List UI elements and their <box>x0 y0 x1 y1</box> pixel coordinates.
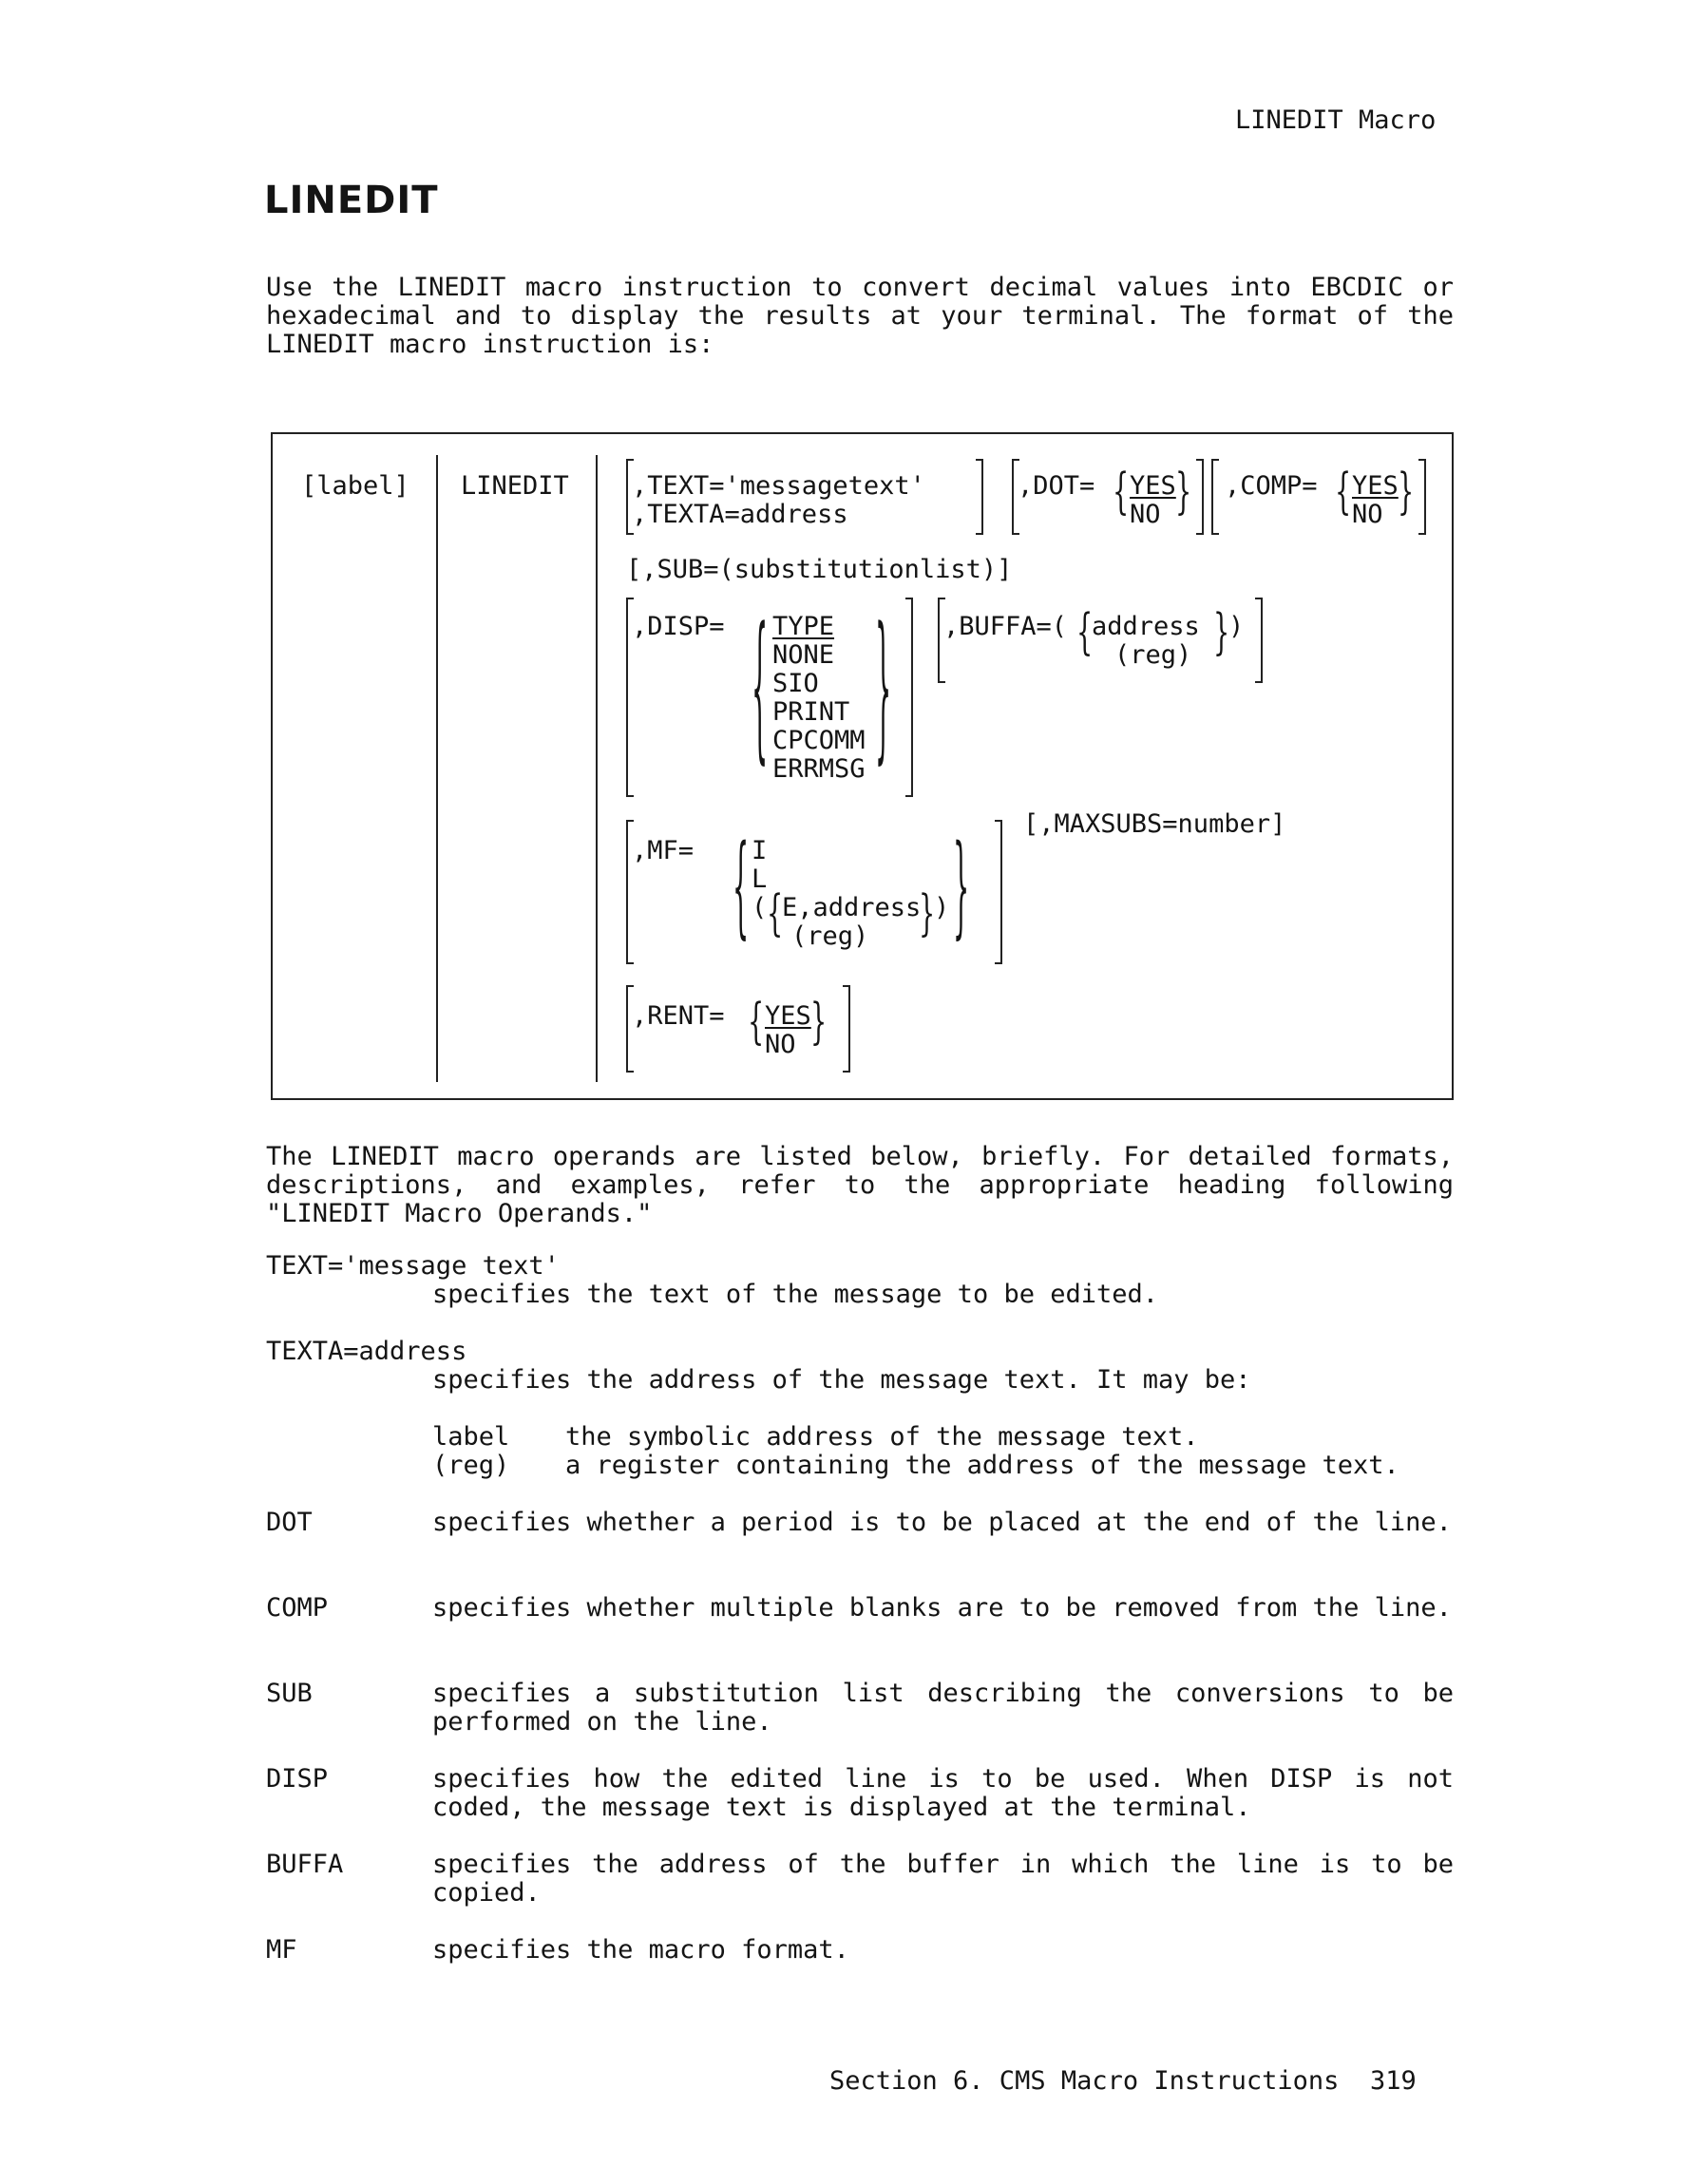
operand-description: specifies whether a period is to be placed at the end of the line. <box>432 1508 1452 1537</box>
mf-option-l: L <box>752 864 768 894</box>
syntax-rent-operand: ,RENT= <box>632 1001 725 1031</box>
default-yes: YES <box>1352 471 1399 501</box>
operand-name: DOT <box>266 1508 313 1537</box>
syntax-disp-operand: ,DISP= <box>632 612 725 641</box>
brace-right: } <box>953 825 970 952</box>
brace-left: { <box>1335 465 1352 521</box>
syntax-diagram <box>271 432 1454 1100</box>
operand-name: TEXT='message text' <box>266 1251 560 1281</box>
syntax-label: [label] <box>301 471 409 501</box>
optional-bracket-right <box>843 985 850 1073</box>
operand-description: specifies how the edited line is to be used. When DISP is not coded, the message text is displayed at the terminal. <box>432 1764 1454 1822</box>
operand-name: BUFFA <box>266 1850 344 1879</box>
buffa-reg: (reg) <box>1114 640 1192 670</box>
running-header: LINEDIT Macro <box>1235 105 1437 135</box>
mf-option-e: E,address <box>782 893 922 922</box>
syntax-comp-operand: ,COMP= <box>1225 471 1318 501</box>
brace-right: } <box>919 886 936 942</box>
intro-paragraph: Use the LINEDIT macro instruction to convert decimal values into EBCDIC or hexadecimal and to display the results at your terminal. The format of the LINEDIT macro instruction is: <box>266 273 1454 359</box>
optional-bracket-right <box>905 598 913 797</box>
optional-bracket-right <box>1255 598 1263 683</box>
disp-option: PRINT <box>772 697 850 727</box>
optional-bracket-left <box>1211 459 1219 535</box>
brace-right: } <box>1175 465 1192 521</box>
brace-left: { <box>767 886 784 942</box>
buffa-close: ) <box>1228 612 1245 641</box>
brace-left: { <box>733 825 750 952</box>
page-footer <box>829 2067 1417 2096</box>
operand-name: TEXTA=address <box>266 1337 467 1366</box>
syntax-dot-operand: ,DOT= <box>1018 471 1095 501</box>
operand-description: specifies whether multiple blanks are to be removed from the line. <box>432 1593 1452 1623</box>
syntax-buffa-operand: ,BUFFA=( <box>943 612 1068 641</box>
brace-right: } <box>1398 465 1415 521</box>
operand-description: specifies the text of the message to be edited. <box>432 1280 1159 1309</box>
brace-left: { <box>1113 465 1130 521</box>
syntax-mf-operand: ,MF= <box>632 836 695 865</box>
optional-bracket-right <box>1418 459 1426 535</box>
syntax-operation: LINEDIT <box>461 471 569 501</box>
optional-bracket-right <box>976 459 983 535</box>
operand-description: specifies the macro format. <box>432 1935 849 1965</box>
column-divider <box>436 455 438 1082</box>
disp-option: SIO <box>772 669 819 698</box>
default-yes: YES <box>765 1001 811 1031</box>
mf-close: ) <box>934 893 950 922</box>
brace-left: { <box>752 598 769 782</box>
brace-right: } <box>810 995 828 1051</box>
brace-right: } <box>875 598 892 782</box>
page-title: LINEDIT <box>264 179 439 222</box>
operands-summary: The LINEDIT macro operands are listed below, briefly. For detailed formats, descriptions, and examples, refer to the appropriate heading following "LINEDIT Macro Operands." <box>266 1142 1454 1228</box>
syntax-maxsubs-operand: [,MAXSUBS=number] <box>1023 809 1286 839</box>
texta-value-def: the symbolic address of the message text. <box>565 1422 1199 1452</box>
mf-option-reg: (reg) <box>791 921 869 951</box>
footer-section: Section 6. CMS Macro Instructions <box>829 2066 1340 2096</box>
default-type: TYPE <box>772 612 835 641</box>
syntax-sub-operand: [,SUB=(substitutionlist)] <box>626 555 1013 584</box>
default-yes: YES <box>1130 471 1176 501</box>
brace-left: { <box>1076 605 1094 661</box>
brace-left: { <box>748 995 765 1051</box>
texta-value-term: label <box>432 1422 510 1452</box>
texta-value-term: (reg) <box>432 1451 510 1480</box>
page-number: 319 <box>1369 2066 1417 2096</box>
option-no: NO <box>765 1030 796 1059</box>
operand-name: MF <box>266 1935 297 1965</box>
syntax-text-operand: ,TEXT='messagetext' <box>632 471 925 501</box>
optional-bracket-right <box>1196 459 1204 535</box>
mf-option-i: I <box>752 836 768 865</box>
disp-option: CPCOMM <box>772 726 866 755</box>
syntax-texta-operand: ,TEXTA=address <box>632 500 848 529</box>
brace-right: } <box>1213 605 1230 661</box>
option-no: NO <box>1130 500 1161 529</box>
option-no: NO <box>1352 500 1383 529</box>
buffa-address: address <box>1092 612 1200 641</box>
mf-open: ( <box>752 893 768 922</box>
optional-bracket-right <box>995 820 1002 964</box>
texta-value-def: a register containing the address of the message text. <box>565 1451 1399 1480</box>
disp-option: NONE <box>772 640 835 670</box>
operand-description: specifies the address of the message text. It may be: <box>432 1365 1251 1395</box>
column-divider <box>596 455 598 1082</box>
operand-description: specifies a substitution list describing the conversions to be performed on the line. <box>432 1679 1454 1737</box>
operand-description: specifies the address of the buffer in which the line is to be copied. <box>432 1850 1454 1908</box>
operand-name: COMP <box>266 1593 329 1623</box>
operand-name: SUB <box>266 1679 313 1708</box>
disp-option: ERRMSG <box>772 754 866 784</box>
operand-name: DISP <box>266 1764 329 1794</box>
